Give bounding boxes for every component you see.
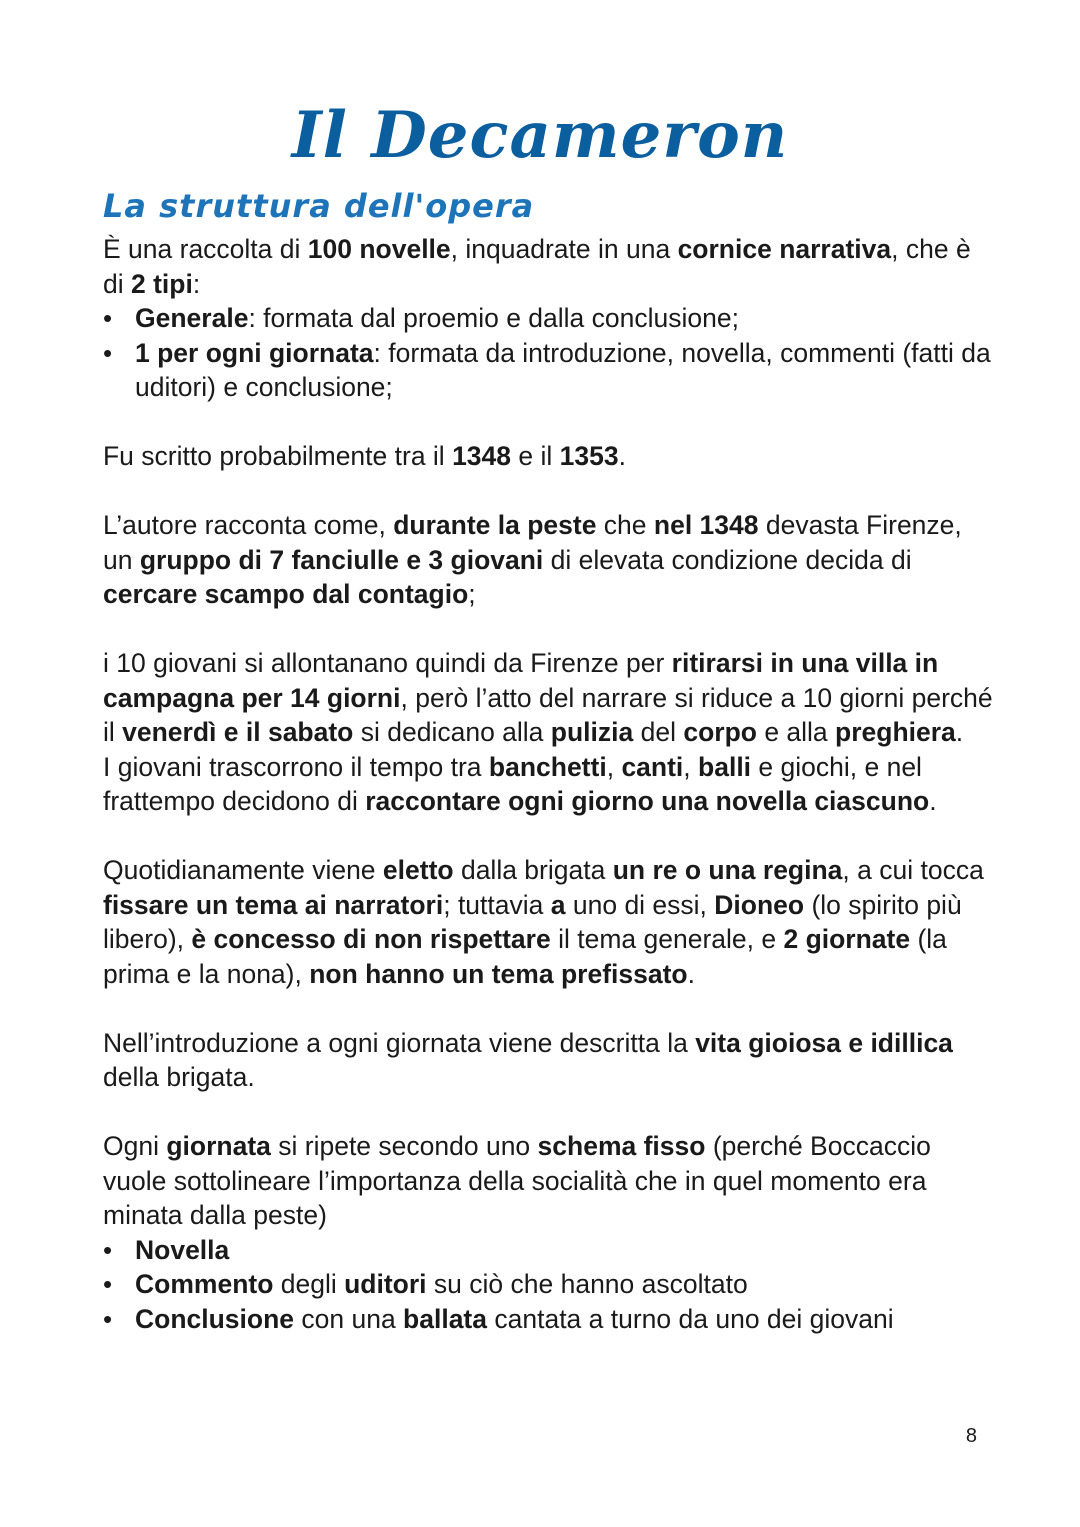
frame-types-list: [103, 301, 993, 405]
paragraph-villa: i 10 giovani si allontanano quindi da Firenze per ritirarsi in una villa in campagna per 14 giorni, però l’atto del narrare si riduce a 10 giorni perché il venerdì e il sabato si dedicano alla pulizia del corpo e alla preghiera.: [103, 648, 993, 747]
schema-list: [103, 1233, 993, 1337]
list-item: • Conclusione con una ballata cantata a turno da uno dei giovani: [103, 1302, 993, 1337]
paragraph-introduction: Nell’introduzione a ogni giornata viene descritta la vita gioiosa e idillica della brigata.: [103, 1027, 953, 1092]
paragraph-king-queen: Quotidianamente viene eletto dalla brigata un re o una regina, a cui tocca fissare un tema ai narratori; tuttavia a uno di essi, Dioneo (lo spirito più libero), è concesso di non rispettare il tema generale, e 2 giornate (la prima e la nona), non hanno un tema prefissato.: [103, 855, 984, 989]
document-body: [103, 232, 993, 1336]
list-item: • Generale: formata dal proemio e dalla conclusione;: [103, 301, 993, 336]
section-heading: La struttura dell'opera: [103, 187, 535, 225]
list-item: • Novella: [103, 1233, 993, 1268]
page-title: Il Decameron: [291, 98, 789, 173]
paragraph-intro: È una raccolta di 100 novelle, inquadrate in una cornice narrativa, che è di 2 tipi:: [103, 234, 971, 299]
paragraph-schema: Ogni giornata si ripete secondo uno schema fisso (perché Boccaccio vuole sottolineare l’importanza della socialità che in quel momento era minata dalla peste): [103, 1131, 931, 1230]
paragraph-plot: L’autore racconta come, durante la peste che nel 1348 devasta Firenze, un gruppo di 7 fanciulle e 3 giovani di elevata condizione decida di cercare scampo dal contagio;: [103, 510, 962, 609]
page-number: 8: [965, 1425, 977, 1447]
list-item: • Commento degli uditori su ciò che hanno ascoltato: [103, 1267, 993, 1302]
paragraph-pastimes: I giovani trascorrono il tempo tra banchetti, canti, balli e giochi, e nel frattempo decidono di raccontare ogni giorno una novella ciascuno.: [103, 751, 937, 816]
paragraph-date: Fu scritto probabilmente tra il 1348 e il 1353.: [103, 441, 626, 471]
list-item: • 1 per ogni giornata: formata da introduzione, novella, commenti (fatti da uditori) e conclusione;: [103, 336, 993, 405]
